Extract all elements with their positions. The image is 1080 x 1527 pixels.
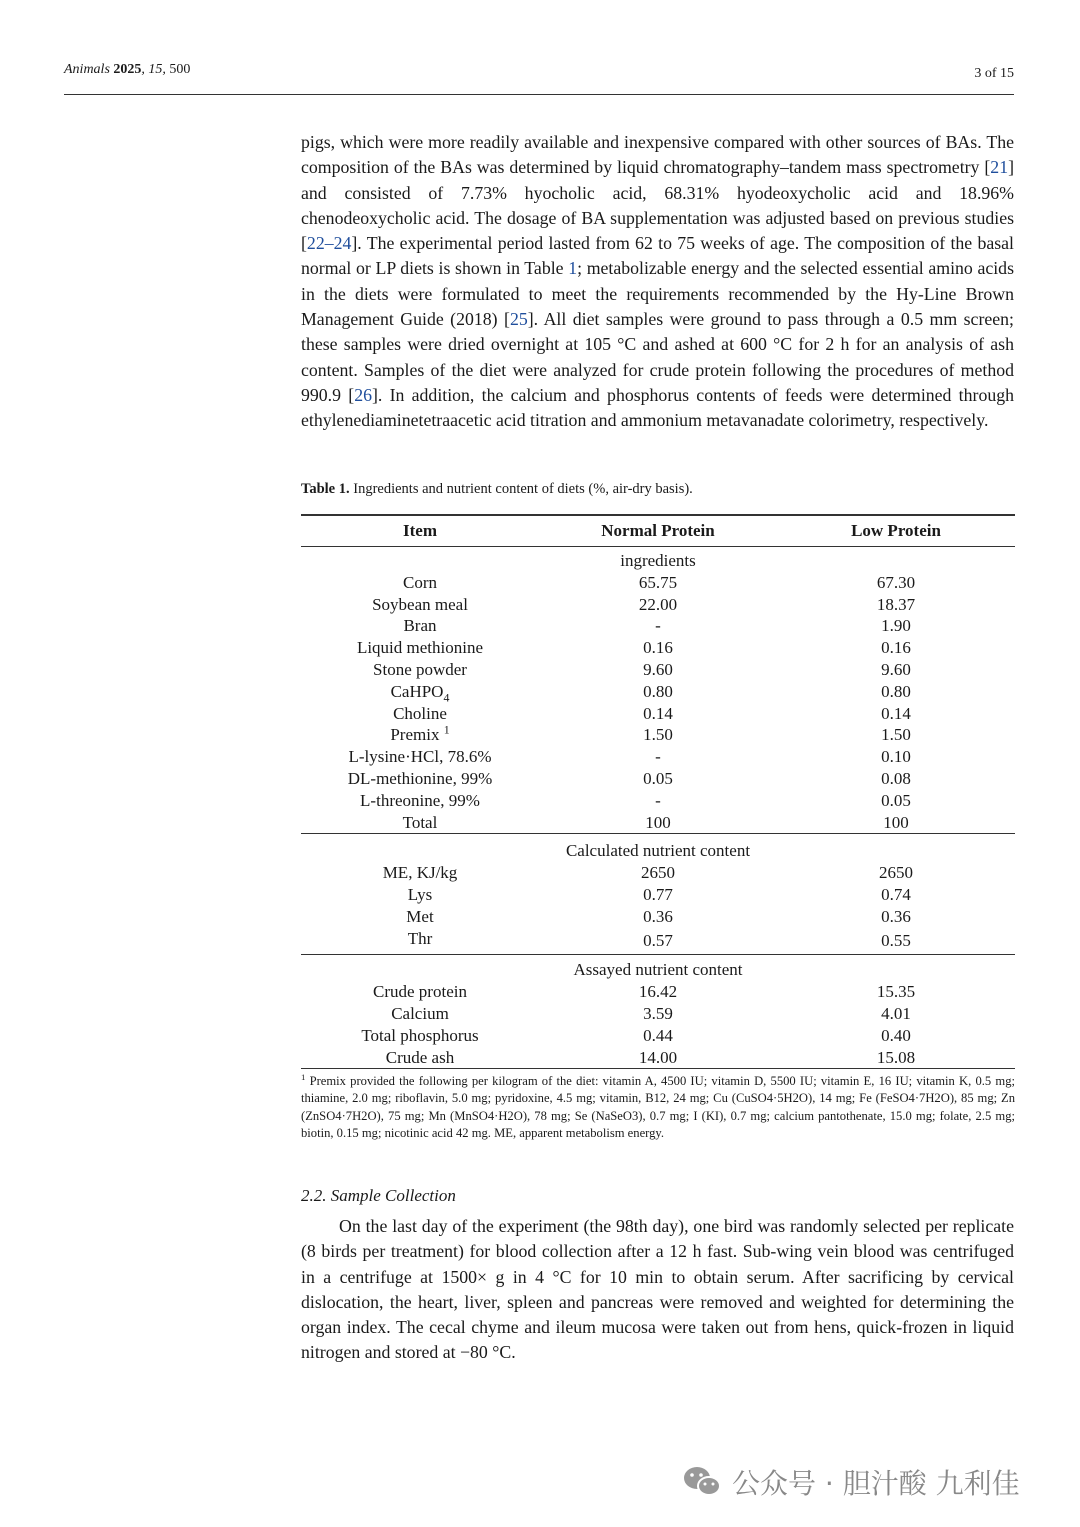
row-label: Met [406,906,434,926]
para-text: ] and consisted of 7.73% hyocholic acid, 68.31% hyodeoxycholic acid and 18.96% chenodeoxycholic acid. The dosage of BA supplementation was adjusted based on previous studies [ [301,157,1014,254]
cell-normal: 22.00 [638,594,678,614]
cell-normal: - [655,747,661,767]
journal-name: Animals [64,62,110,77]
cell-low: 100 [883,812,909,832]
cell-normal: 0.77 [643,884,673,904]
column-header: Normal Protein [601,521,715,541]
section-row [301,834,1015,862]
table-footnote [301,1073,1015,1142]
row-label: Total phosphorus [361,1025,479,1045]
footnote-text: Premix provided the following per kilogram of the diet: vitamin A, 4500 IU; vitamin D, 5500 IU; vitamin E, 16 IU; vitamin K, 0.5 mg; thiamine, 2.0 mg; riboflavin, 5.0 mg; pyridoxine, 4.5 mg; vitamin, B12, 24 mg; Cu (CuSO4·5H2O), 14 mg; Fe (FeSO4·7H2O), 85 mg; Zn (ZnSO4·7H2O), 75 mg; Mn (MnSO4·H2O), 78 mg; Se (NaSeO3), 0.7 mg; I (KI), 0.7 mg; calcium pantothenate, 15.0 mg; folate, 2.5 mg; biotin, 0.15 mg; nicotinic acid 42 mg. ME, apparent metabolism energy. [301,1074,1015,1140]
section-row [301,547,1015,572]
cell-low: 0.80 [881,681,911,701]
para-text: ; metabolizable energy and the selected essential amino acids in the diets were formulated to meet the requirements recommended by the Hy-Line Brown Management Guide (2018) [ [301,258,1014,330]
sample-collection-paragraph: On the last day of the experiment (the 98th day), one bird was randomly selected per replicate (8 birds per treatment) for blood collection after a 12 h fast. Sub-wing vein blood was centrifuged in a centrifuge at 1500× g in 4 °C for 10 min to obtain serum. After sacrificing by cervical dislocation, the heart, liver, spleen and pancreas were removed and weighted for determining the organ index. The cecal chyme and ileum mucosa were taken out from hens, quick-frozen in liquid nitrogen and stored at −80 °C. [301,1216,1014,1363]
row-label: Bran [403,616,437,636]
cell-normal: 100 [645,812,671,832]
section-label: ingredients [620,551,696,570]
row-label: Stone powder [373,659,467,679]
row-label: Calcium [391,1003,449,1023]
table-row [301,1003,1015,1025]
cell-low: 0.14 [881,703,911,723]
cell-low: 4.01 [881,1003,911,1023]
row-label-text: CaHPO [390,681,444,701]
cell-low: 0.55 [881,931,911,951]
cell-normal: 16.42 [638,982,678,1002]
cell-low: 0.05 [881,790,911,810]
cell-normal: 0.16 [643,638,673,658]
cell-normal: 0.80 [643,681,673,701]
row-label: L-threonine, 99% [360,790,480,810]
cell-low: 0.16 [881,638,911,658]
page-header [64,60,1014,95]
citation-link[interactable]: 25 [509,309,528,330]
footnote-marker: 1 [443,722,450,737]
cell-low: 15.35 [876,982,916,1002]
table-row [301,659,1015,681]
table-row [301,884,1015,906]
table-row [301,572,1015,594]
row-label: Total [402,812,438,832]
section-heading: 2.2. Sample Collection [301,1186,456,1205]
cell-normal: 9.60 [643,659,673,679]
cell-low: 67.30 [876,572,916,592]
cell-low: 15.08 [876,1047,916,1067]
table-row [301,1025,1015,1047]
row-label [301,724,539,746]
table-caption-label: Table 1. [301,481,350,497]
cell-low: 0.40 [881,1025,911,1045]
cell-low: 2650 [879,863,913,883]
citation-link[interactable]: 22–24 [306,233,352,254]
cell-low: 0.08 [881,768,911,788]
cell-low: 0.36 [881,906,911,926]
journal-citation: Animals 2025, 15, 500 [64,62,191,77]
cell-normal: 2650 [641,863,675,883]
column-header: Item [403,521,437,541]
cell-normal: 0.14 [643,703,673,723]
row-label: Lys [407,884,433,904]
table-row [301,594,1015,616]
row-label: Crude protein [373,982,467,1002]
table-row [301,812,1015,834]
cell-normal: 14.00 [638,1047,678,1067]
table-header-row [301,515,1015,547]
para-text: ]. All diet samples were ground to pass through a 0.5 mm screen; these samples were dried overnight at 105 °C and ashed at 600 °C for 2 h for an analysis of ash content. Samples of the diet were analyzed for crude protein following the procedures of method 990.9 [ [301,309,1014,405]
cell-low: 0.74 [881,884,911,904]
table-row [301,703,1015,725]
section-row [301,955,1015,981]
table-link[interactable]: 1 [568,258,578,279]
subscript: 4 [443,690,450,705]
cell-normal: - [655,790,661,810]
citation-link[interactable]: 21 [990,157,1009,178]
cell-normal: 0.05 [643,768,673,788]
table-row [301,790,1015,812]
table-row [301,724,1015,746]
table-row [301,615,1015,637]
row-label: Thr [407,928,433,948]
cell-low: 9.60 [881,659,911,679]
cell-normal: 0.57 [643,931,673,951]
cell-low: 1.50 [881,725,911,745]
journal-year: 2025 [113,62,142,77]
cell-normal: 0.36 [643,906,673,926]
journal-volume: 15 [148,62,163,77]
diet-composition-table [301,514,1015,1069]
table-caption-text: Ingredients and nutrient content of diets (%, air-dry basis). [349,481,693,497]
table-row [301,768,1015,790]
table-row [301,746,1015,768]
citation-link[interactable]: 26 [354,384,372,405]
journal-article: 500 [169,62,191,77]
row-label [301,681,539,703]
table-row [301,906,1015,928]
table-row [301,862,1015,884]
cell-normal: 65.75 [638,572,678,592]
wechat-icon [682,1464,722,1500]
cell-low: 0.10 [881,747,911,767]
row-label-text: Premix [390,725,440,745]
row-label: L-lysine·HCl, 78.6% [348,747,492,767]
cell-normal: 0.44 [643,1025,673,1045]
cell-normal: - [655,616,661,636]
table-caption [301,481,693,498]
table-row [301,1047,1015,1069]
row-label: Choline [393,703,447,723]
footnote-marker: 1 [301,1071,306,1082]
column-header: Low Protein [851,521,941,541]
cell-normal: 3.59 [643,1003,673,1023]
table-row [301,981,1015,1003]
para-text: pigs, which were more readily available and inexpensive compared with other sources of BAs. The composition of the BAs was determined by liquid chromatography–tandem mass spectrometry [ [301,132,1014,178]
row-label: Corn [403,572,437,592]
watermark [682,1462,1020,1502]
row-label: ME, KJ/kg [382,863,458,883]
row-label: Liquid methionine [356,638,484,658]
para-text: ]. In addition, the calcium and phosphorus contents of feeds were determined through ethylenediaminetetraacetic acid titration and ammonium metavanadate colorimetry, respectively. [301,384,1015,431]
methods-paragraph [301,130,1014,434]
para-text: ]. The experimental period lasted from 62 to 75 weeks of age. The composition of the basal normal or LP diets is shown in Table [301,233,1014,279]
cell-low: 1.90 [881,616,911,636]
row-label: Soybean meal [372,594,468,614]
page-number: 3 of 15 [974,66,1014,81]
row-label: DL-methionine, 99% [347,768,493,788]
section-label: Assayed nutrient content [573,960,743,980]
table-row [301,681,1015,703]
table-row [301,637,1015,659]
watermark-text: 公众号 · 胆汁酸 九利佳 [732,1467,1020,1500]
cell-low: 18.37 [876,594,916,614]
table-row [301,928,1015,955]
cell-normal: 1.50 [643,725,673,745]
section-label: Calculated nutrient content [565,841,751,861]
row-label: Crude ash [385,1047,455,1067]
